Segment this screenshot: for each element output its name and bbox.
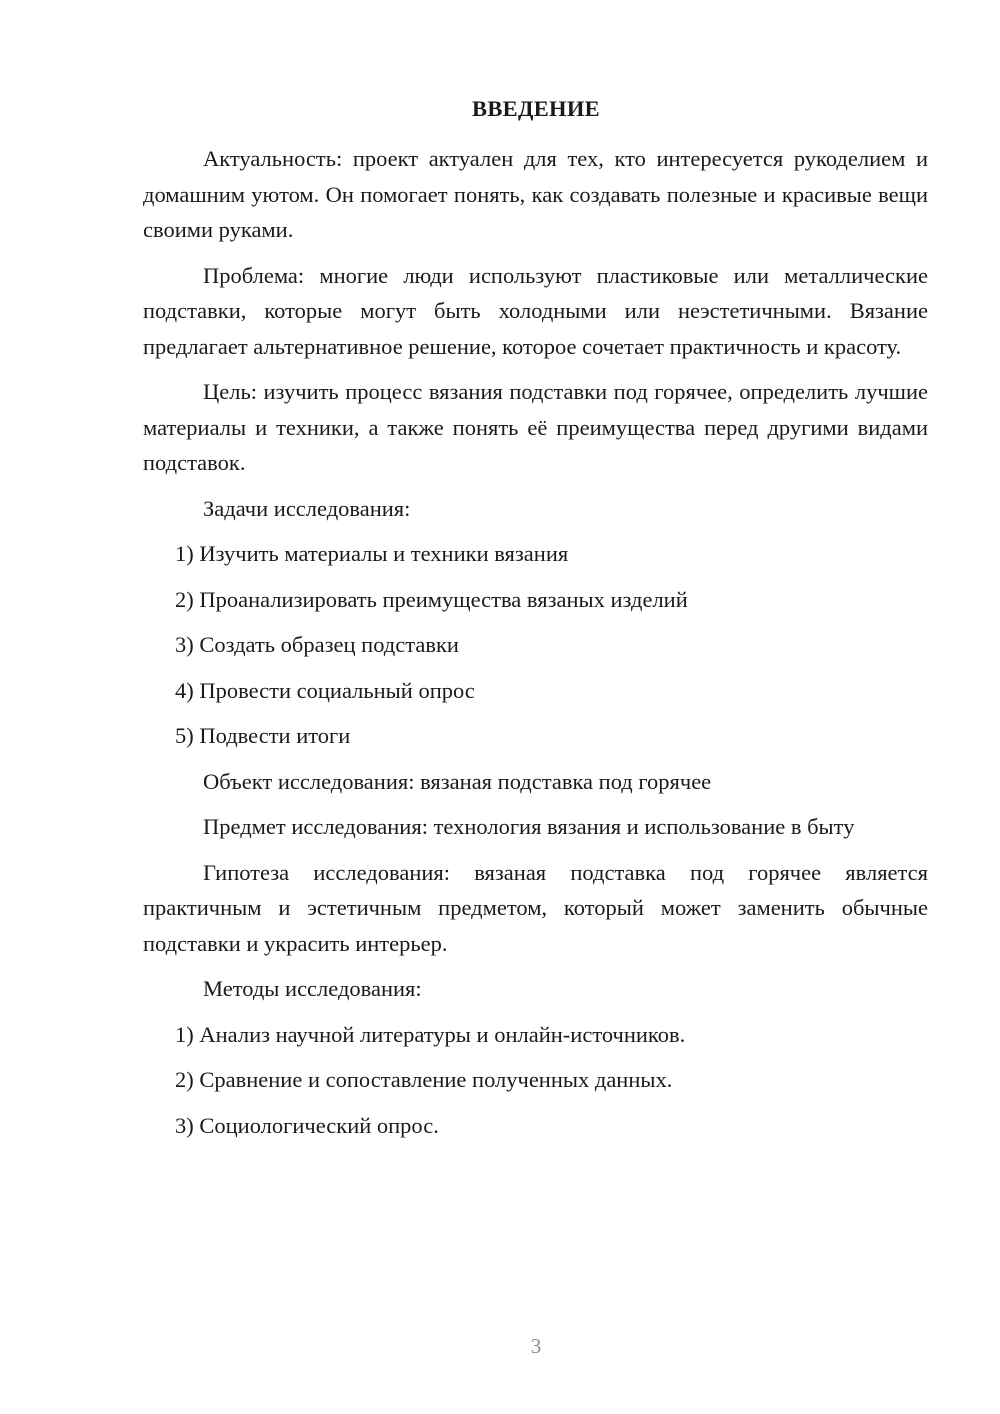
document-body xyxy=(143,141,928,1153)
task-item: 5) Подвести итоги xyxy=(175,723,351,748)
tasks-heading: Задачи исследования: xyxy=(203,495,411,521)
goal-paragraph: Цель: изучить процесс вязания подставки под горячее, определить лучшие материалы и техники, а также понять её преимущества перед другими видами подставок. xyxy=(143,379,928,475)
task-item: 1) Изучить материалы и техники вязания xyxy=(175,541,569,566)
hypothesis-paragraph: Гипотеза исследования: вязаная подставка под горячее является практичным и эстетичным предметом, который может заменить обычные подставки и украсить интерьер. xyxy=(143,859,928,956)
relevance-paragraph: Актуальность: проект актуален для тех, кто интересуется рукоделием и домашним уютом. Он помогает понять, как создавать полезные и красивые вещи своими руками. xyxy=(143,146,928,242)
methods-heading: Методы исследования: xyxy=(203,976,422,1001)
method-item: 3) Социологический опрос. xyxy=(175,1112,439,1138)
task-item: 2) Проанализировать преимущества вязаных изделий xyxy=(175,586,688,612)
page-title: ВВЕДЕНИЕ xyxy=(472,96,600,121)
problem-paragraph: Проблема: многие люди используют пластиковые или металлические подставки, которые могут быть холодными или неэстетичными. Вязание предлагает альтернативное решение, которое сочетает практичность и красоту. xyxy=(143,262,928,359)
object-line: Объект исследования: вязаная подставка под горячее xyxy=(203,768,712,794)
method-item: 1) Анализ научной литературы и онлайн-источников. xyxy=(175,1021,686,1047)
page-number: 3 xyxy=(530,1334,542,1358)
task-item: 3) Создать образец подставки xyxy=(175,632,459,657)
subject-line: Предмет исследования: технология вязания и использование в быту xyxy=(203,814,855,839)
task-item: 4) Провести социальный опрос xyxy=(175,677,475,703)
method-item: 2) Сравнение и сопоставление полученных данных. xyxy=(175,1067,673,1092)
